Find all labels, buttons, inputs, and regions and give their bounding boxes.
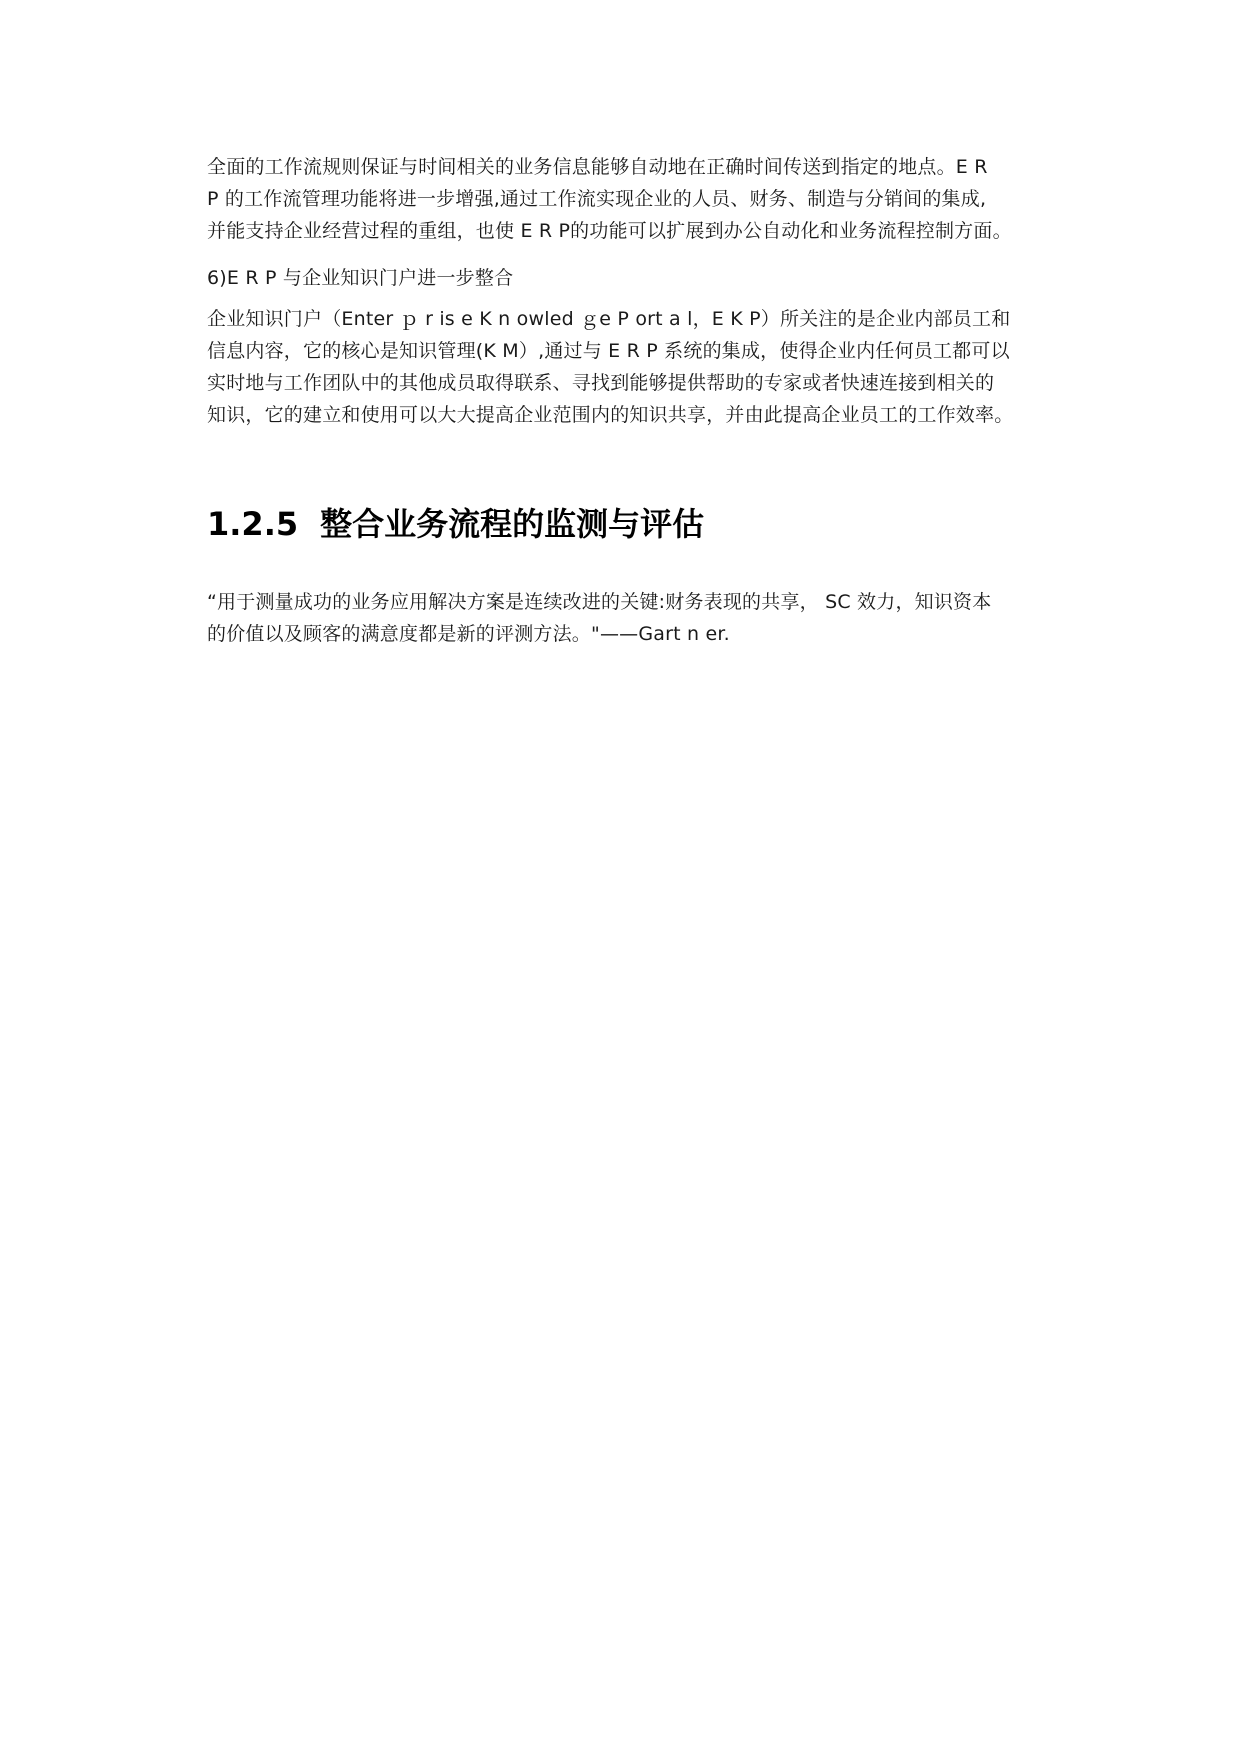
quote-line: 的价值以及顾客的满意度都是新的评测方法。"——Gart n er. [207,623,730,645]
ekp-paragraph [207,303,1051,431]
list-item-6 [207,262,1051,294]
gartner-quote [207,586,1051,650]
quote-line: “用于测量成功的业务应用解决方案是连续改进的关键:财务表现的共享， SC 效力，知识资本 [207,591,992,613]
section-number: 1.2.5 [207,505,299,543]
section-heading [207,502,704,546]
list-item-text: 6)E R P 与企业知识门户进一步整合 [207,267,514,289]
paragraph-line: 知识，它的建立和使用可以大大提高企业范围内的知识共享，并由此提高企业员工的工作效率。 [207,404,1014,426]
paragraph-line: 企业知识门户（Enter ｐ r is e K n owled ｇe P ort a l，E K P）所关注的是企业内部员工和 [207,308,1011,330]
paragraph-line: 并能支持企业经营过程的重组，也使 E R P的功能可以扩展到办公自动化和业务流程控制方面。 [207,220,1012,242]
paragraph-line: 实时地与工作团队中的其他成员取得联系、寻找到能够提供帮助的专家或者快速连接到相关的 [207,372,995,394]
paragraph-line: 信息内容，它的核心是知识管理(K M）,通过与 E R P 系统的集成，使得企业内任何员工都可以 [207,340,1010,362]
paragraph-line: 全面的工作流规则保证与时间相关的业务信息能够自动地在正确时间传送到指定的地点。E R [207,156,988,178]
workflow-paragraph [207,151,1051,247]
paragraph-line: P 的工作流管理功能将进一步增强,通过工作流实现企业的人员、财务、制造与分销间的集成, [207,188,987,210]
section-title: 整合业务流程的监测与评估 [320,505,705,543]
